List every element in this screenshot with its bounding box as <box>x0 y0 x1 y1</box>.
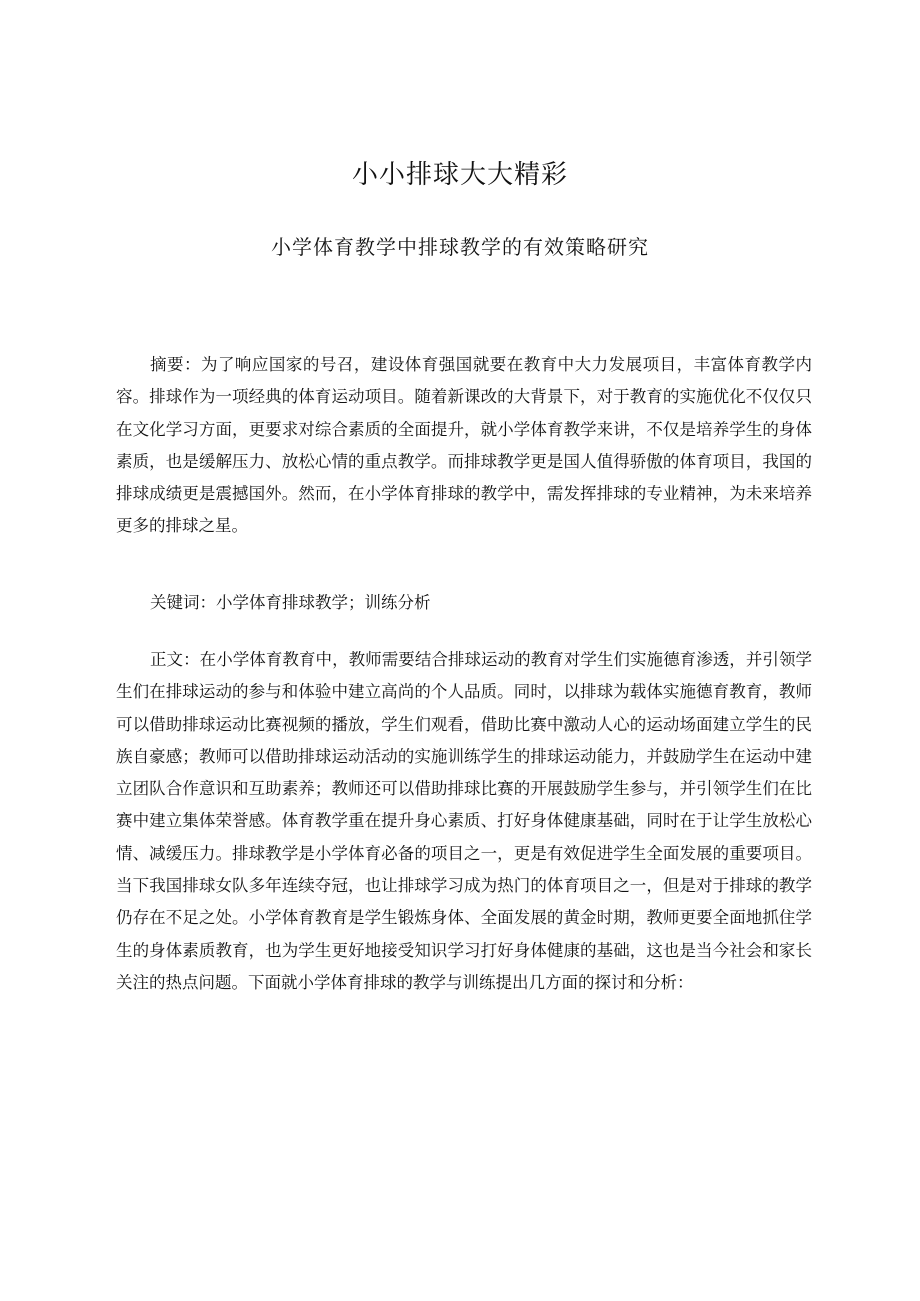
body-paragraph: 正文：在小学体育教育中，教师需要结合排球运动的教育对学生们实施德育渗透，并引领学生们在排球运动的参与和体验中建立高尚的个人品质。同时，以排球为载体实施德育教育，教师可以借助排球运动比赛视频的播放，学生们观看，借助比赛中激动人心的运动场面建立学生的民族自豪感；教师可以借助排球运动活动的实施训练学生的排球运动能力，并鼓励学生在运动中建立团队合作意识和互助素养；教师还可以借助排球比赛的开展鼓励学生参与，并引领学生们在比赛中建立集体荣誉感。体育教学重在提升身心素质、打好身体健康基础，同时在于让学生放松心情、减缓压力。排球教学是小学体育必备的项目之一，更是有效促进学生全面发展的重要项目。当下我国排球女队多年连续夺冠，也让排球学习成为热门的体育项目之一，但是对于排球的教学仍存在不足之处。小学体育教育是学生锻炼身体、全面发展的黄金时期，教师更要全面地抓住学生的身体素质教育，也为学生更好地接受知识学习打好身体健康的基础，这也是当今社会和家长关注的热点问题。下面就小学体育排球的教学与训练提出几方面的探讨和分析： <box>116 650 812 992</box>
keywords-line: 关键词：小学体育排球教学；训练分析 <box>150 593 431 612</box>
document-subtitle: 小学体育教学中排球教学的有效策略研究 <box>271 235 649 259</box>
document-title: 小小排球大大精彩 <box>351 160 568 190</box>
abstract-paragraph: 摘要：为了响应国家的号召，建设体育强国就要在教育中大力发展项目，丰富体育教学内容。排球作为一项经典的体育运动项目。随着新课改的大背景下，对于教育的实施优化不仅仅只在文化学习方面，更要求对综合素质的全面提升，就小学体育教学来讲，不仅是培养学生的身体素质，也是缓解压力、放松心情的重点教学。而排球教学更是国人值得骄傲的体育项目，我国的排球成绩更是震撼国外。然而，在小学体育排球的教学中，需发挥排球的专业精神，为未来培养更多的排球之星。 <box>116 355 812 536</box>
